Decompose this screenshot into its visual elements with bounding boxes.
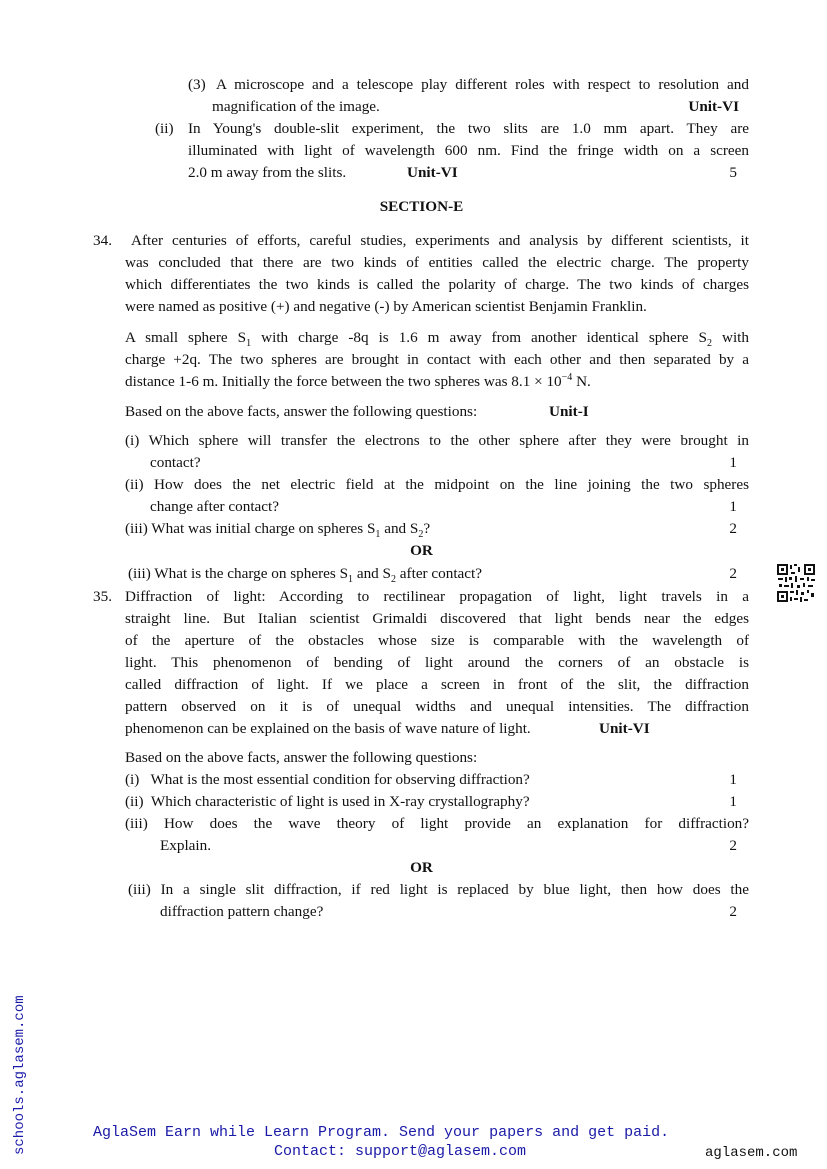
q34-para2-line2: charge +2q. The two spheres are brought in contact with each other and then separated by a [125, 351, 749, 368]
q34-instruction: Based on the above facts, answer the following questions: [125, 403, 478, 420]
q34-ii-line2: change after contact? [150, 498, 280, 515]
q35-unit: Unit-VI [599, 720, 650, 737]
q35-line4: light. This phenomenon of bending of light around the corners of an obstacle is [125, 654, 749, 671]
q35-i: (i) What is the most essential condition for observing diffraction? [125, 771, 530, 788]
q35-ii-marks: 1 [729, 793, 737, 810]
q34-unit: Unit-I [549, 403, 589, 420]
q35-line3: of the aperture of the obstacles whose size is comparable with the wavelength of [125, 632, 749, 649]
q35-line2: straight line. But Italian scientist Grimaldi discovered that light bends near the edges [125, 610, 749, 627]
section-e-heading: SECTION-E [379, 198, 464, 215]
q35-ii: (ii) Which characteristic of light is used in X-ray crystallography? [125, 793, 530, 810]
qr-code-icon [776, 563, 816, 603]
footer-program-line: AglaSem Earn while Learn Program. Send your papers and get paid. [93, 1124, 670, 1141]
q34-para1-line4: were named as positive (+) and negative (-) by American scientist Benjamin Franklin. [125, 298, 647, 315]
footer-contact-line: Contact: support@aglasem.com [274, 1143, 527, 1160]
q35-iii-line2: Explain. [160, 837, 212, 854]
q34-para1-line3: which differentiates the two kinds is called the polarity of charge. The two kinds of charges [125, 276, 749, 293]
q34-para2-line3: distance 1-6 m. Initially the force between the two spheres was $8.1 \times 10^{-4}$ N. [125, 371, 591, 390]
q35-iii-marks: 2 [729, 837, 737, 854]
q34-iii-marks: 2 [729, 520, 737, 537]
q33-ii-line2: illuminated with light of wavelength 600 nm. Find the fringe width on a screen [188, 142, 749, 159]
q35-or: OR [410, 859, 433, 876]
q33-option-3-unit: Unit-VI [688, 98, 739, 115]
q34-ii-marks: 1 [729, 498, 737, 515]
q34-ii-line1: (ii) How does the net electric field at the midpoint on the line joining the two spheres [125, 476, 749, 493]
q33-option-3-line2: magnification of the image. [212, 98, 380, 115]
q35-line7: phenomenon can be explained on the basis of wave nature of light. [125, 720, 531, 737]
q34-para1-line2: was concluded that there are two kinds of entities called the electric charge. The property [125, 254, 749, 271]
q35-iii-alt-line1: (iii) In a single slit diffraction, if red light is replaced by blue light, then how does the [128, 881, 749, 898]
footer-site: aglasem.com [705, 1145, 798, 1161]
q33-ii-marks: 5 [729, 164, 737, 181]
q34-iii: (iii) What was initial charge on spheres $S_1$ and $S_2$? [125, 520, 431, 541]
q34-i-line2: contact? [150, 454, 201, 471]
q34-para2-line1: A small sphere $S_1$ with charge -8q is 1.6 m away from another identical sphere $S_2$ with [125, 329, 749, 350]
q34-iii-alt: (iii) What is the charge on spheres $S_1$ and $S_2$ after contact? [128, 565, 483, 586]
q34-or: OR [410, 542, 433, 559]
q35-iii-line1: (iii) How does the wave theory of light provide an explanation for diffraction? [125, 815, 749, 832]
q34-i-marks: 1 [729, 454, 737, 471]
q33-option-3-number: (3) [188, 76, 206, 93]
q35-line1: Diffraction of light: According to rectilinear propagation of light, light travels in a [125, 588, 749, 605]
q34-iii-alt-marks: 2 [729, 565, 737, 582]
q33-option-3-line1: A microscope and a telescope play different roles with respect to resolution and [216, 76, 749, 93]
q34-i-line1: (i) Which sphere will transfer the electrons to the other sphere after they were brought in [125, 432, 749, 449]
q33-ii-number: (ii) [155, 120, 174, 137]
q35-line5: called diffraction of light. If we place a screen in front of the slit, the diffraction [125, 676, 749, 693]
q33-ii-unit: Unit-VI [407, 164, 458, 181]
q35-i-marks: 1 [729, 771, 737, 788]
q34-para1-line1: After centuries of efforts, careful studies, experiments and analysis by different scientists, it [131, 232, 749, 249]
q35-iii-alt-marks: 2 [729, 903, 737, 920]
q35-instruction: Based on the above facts, answer the following questions: [125, 749, 478, 766]
q35-iii-alt-line2: diffraction pattern change? [160, 903, 324, 920]
q33-ii-line1: In Young's double-slit experiment, the two slits are 1.0 mm apart. They are [188, 120, 749, 137]
q35-number: 35. [93, 588, 112, 605]
side-watermark: schools.aglasem.com [12, 995, 28, 1155]
q35-line6: pattern observed on it is of unequal widths and unequal intensities. The diffraction [125, 698, 749, 715]
q34-number: 34. [93, 232, 112, 249]
q33-ii-line3: 2.0 m away from the slits. [188, 164, 347, 181]
